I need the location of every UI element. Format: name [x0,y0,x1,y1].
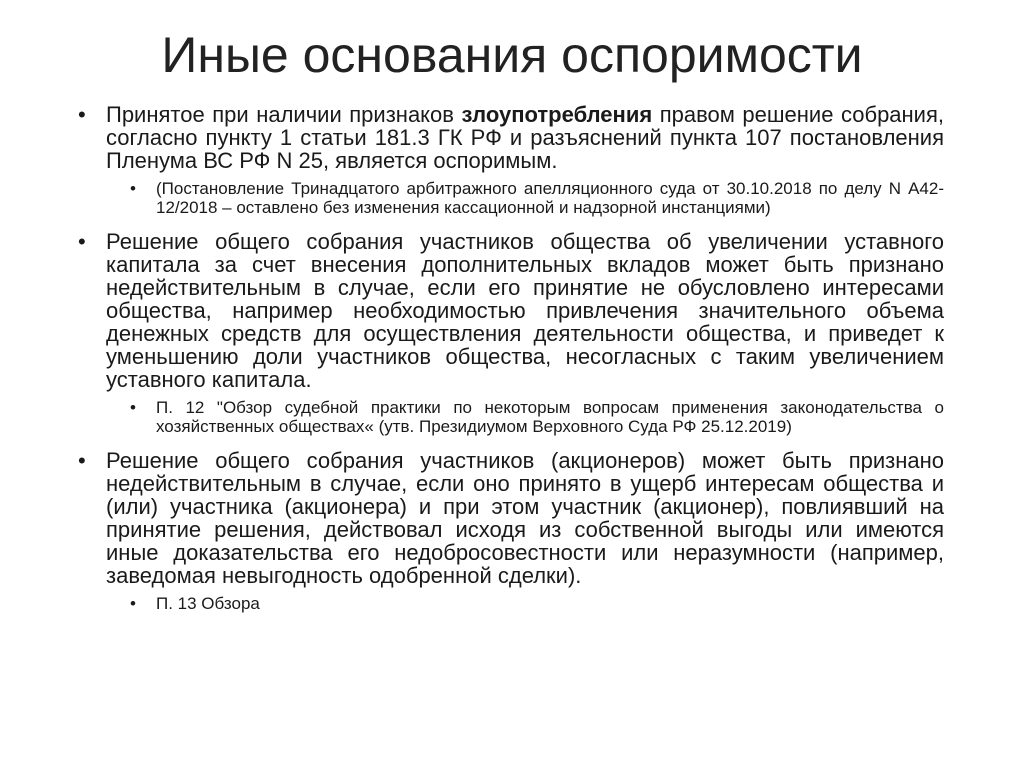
slide-content [78,103,944,626]
sub-item-1 [130,179,944,217]
sub-bullet-glyph: • [130,398,136,417]
bullet-item-3 [78,449,944,587]
bullet-item-1 [78,103,944,172]
bullet-item-2 [78,230,944,391]
bullet-glyph: • [78,229,86,254]
sub-item-3 [130,594,944,613]
bullet-glyph: • [78,102,86,127]
sub-bullet-glyph: • [130,594,136,613]
bullet-item-1-bold: злоупотребления [461,102,653,127]
sub-item-1-text: (Постановление Тринадцатого арбитражного апелляционного суда от 30.10.2018 по делу N А42-12/2018 – оставлено без изменения кассационной и надзорной инстанциями) [156,179,944,217]
sub-item-3-text: П. 13 Обзора [156,594,260,613]
sub-bullet-glyph: • [130,179,136,198]
bullet-item-2-text: Решение общего собрания участников общества об увеличении уставного капитала за счет внесения дополнительных вкладов может быть признано недействительным в случае, если его принятие не обусловлено интересами общества, например необходимостью привлечения значительного объема денежных средств для осуществления деятельности общества, и приведет к уменьшению доли участников общества, несогласных с таким увеличением уставного капитала. [106,229,944,392]
bullet-item-1-text-before: Принятое при наличии признаков [106,102,462,127]
sub-item-2-text: П. 12 "Обзор судебной практики по некоторым вопросам применения законодательства о хозяйственных обществах« (утв. Президиумом Верховного Суда РФ 25.12.2019) [156,398,944,436]
bullet-glyph: • [78,448,86,473]
bullet-item-3-text: Решение общего собрания участников (акционеров) может быть признано недействительным в случае, если оно принято в ущерб интересам общества и (или) участника (акционера) и при этом участник (акционер), повлиявший на принятие решения, действовал исходя из собственной выгоды или имеются иные доказательства его недобросовестности или неразумности (например, заведомая невыгодность одобренной сделки). [106,448,944,588]
slide-title: Иные основания оспоримости [161,27,863,83]
sub-item-2 [130,398,944,436]
bullet-item-1-text-after: правом решение собрания, согласно пункту 1 статьи 181.3 ГК РФ и разъяснений пункта 107 постановления Пленума ВС РФ N 25, является оспоримым. [106,102,945,173]
